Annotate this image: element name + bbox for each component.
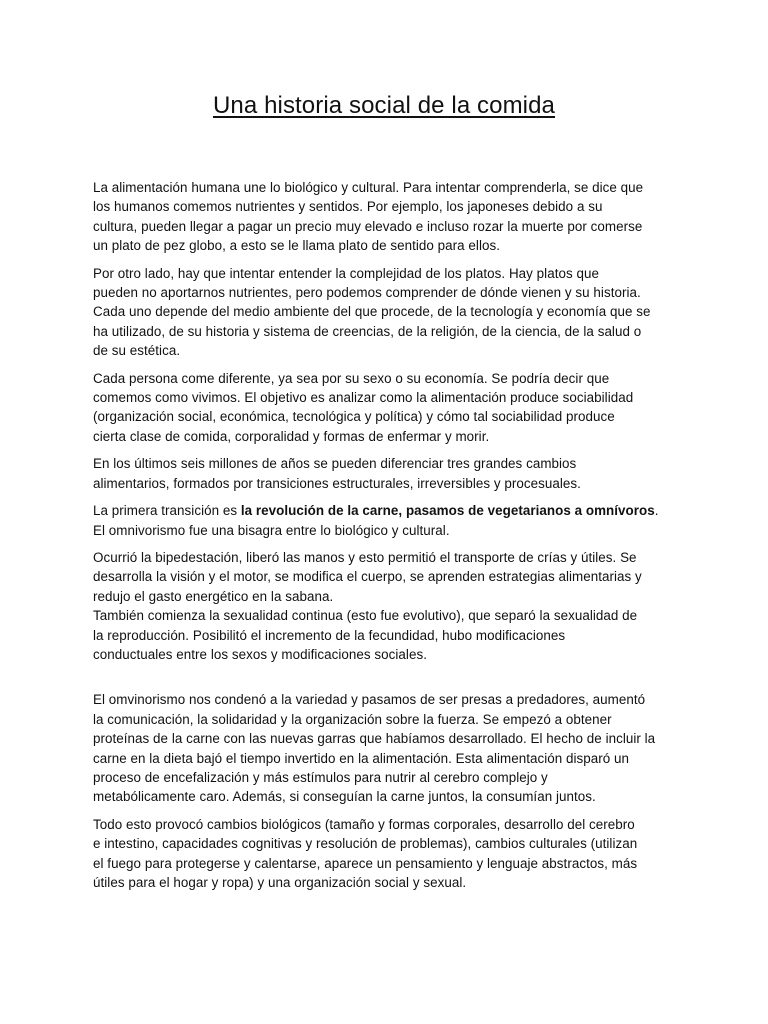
text-line: Ocurrió la bipedestación, liberó las manos y esto permitió el transporte de crías y útiles. Se	[93, 549, 637, 565]
text-line: los humanos comemos nutrientes y sentidos. Por ejemplo, los japoneses debido a su	[93, 199, 603, 215]
text-line	[93, 501, 681, 520]
text-line: proteínas de la carne con las nuevas garras que habíamos desarrollado. El hecho de incluir la	[93, 731, 656, 747]
text-line: ha utilizado, de su historia y sistema de creencias, de la religión, de la ciencia, de la salud o	[93, 323, 642, 339]
text-line: cultura, pueden llegar a pagar un precio muy elevado e incluso rozar la muerte por comerse	[93, 218, 643, 234]
document-title: Una historia social de la comida	[212, 92, 556, 119]
text-line: (organización social, económica, tecnológica y política) y cómo tal sociabilidad produce	[93, 409, 615, 425]
text-run: .	[654, 503, 659, 519]
text-line: pueden no aportarnos nutrientes, pero podemos comprender de dónde vienen y su historia.	[93, 285, 641, 301]
text-line: la comunicación, la solidaridad y la organización sobre la fuerza. Se empezó a obtener	[93, 711, 612, 727]
paragraph-1	[93, 178, 681, 256]
paragraph-6	[93, 548, 681, 664]
text-run: La primera transición es	[93, 503, 241, 519]
text-line: redujo el gasto energético en la sabana.	[93, 588, 334, 604]
paragraph-4	[93, 454, 681, 493]
text-line: un plato de pez globo, a esto se le llama plato de sentido para ellos.	[93, 238, 500, 254]
paragraph-5	[93, 501, 681, 540]
text-line: comemos como vivimos. El objetivo es analizar como la alimentación produce sociabilidad	[93, 390, 634, 406]
paragraph-8	[93, 815, 681, 893]
paragraph-3	[93, 369, 681, 447]
text-line: proceso de encefalización y más estímulos para nutrir al cerebro complejo y	[93, 769, 548, 785]
bold-phrase: la revolución de la carne, pasamos de vegetarianos a omnívoros	[240, 503, 655, 519]
text-line: cierta clase de comida, corporalidad y formas de enfermar y morir.	[93, 428, 490, 444]
text-line: la reproducción. Posibilitó el incremento de la fecundidad, hubo modificaciones	[93, 627, 566, 643]
text-line: desarrolla la visión y el motor, se modifica el cuerpo, se aprenden estrategias alimentarias y	[93, 569, 642, 585]
text-line: También comienza la sexualidad continua (esto fue evolutivo), que separó la sexualidad de	[93, 608, 638, 624]
text-line: La alimentación humana une lo biológico y cultural. Para intentar comprenderla, se dice que	[93, 180, 644, 195]
paragraph-7	[93, 690, 681, 806]
text-line: e intestino, capacidades cognitivas y resolución de problemas), cambios culturales (utilizan	[93, 836, 638, 852]
text-line: Cada persona come diferente, ya sea por su sexo o su economía. Se podría decir que	[93, 370, 610, 386]
text-line: carne en la dieta bajó el tiempo invertido en la alimentación. Esta alimentación disparó un	[93, 750, 630, 766]
text-line: En los últimos seis millones de años se pueden diferenciar tres grandes cambios	[93, 456, 577, 472]
text-line: el fuego para protegerse y calentarse, aparece un pensamiento y lenguaje abstractos, más	[93, 855, 638, 871]
document-body	[93, 178, 681, 900]
text-line: Por otro lado, hay que intentar entender la complejidad de los platos. Hay platos que	[93, 265, 599, 281]
text-line: útiles para el hogar y ropa) y una organización social y sexual.	[93, 875, 467, 890]
text-line: El omnivorismo fue una bisagra entre lo biológico y cultural.	[93, 522, 450, 538]
text-line: El omvinorismo nos condenó a la variedad y pasamos de ser presas a predadores, aumentó	[93, 692, 646, 708]
paragraph-2	[93, 264, 681, 361]
text-line: Todo esto provocó cambios biológicos (tamaño y formas corporales, desarrollo del cerebro	[93, 816, 635, 832]
text-line: alimentarios, formados por transiciones estructurales, irreversibles y procesuales.	[93, 475, 581, 491]
text-line: conductuales entre los sexos y modificaciones sociales.	[93, 646, 427, 662]
text-line: metabólicamente caro. Además, si conseguían la carne juntos, la consumían juntos.	[93, 789, 596, 805]
text-line: de su estética.	[93, 343, 181, 359]
text-line: Cada uno depende del medio ambiente del que procede, de la tecnología y economía que se	[93, 304, 651, 320]
